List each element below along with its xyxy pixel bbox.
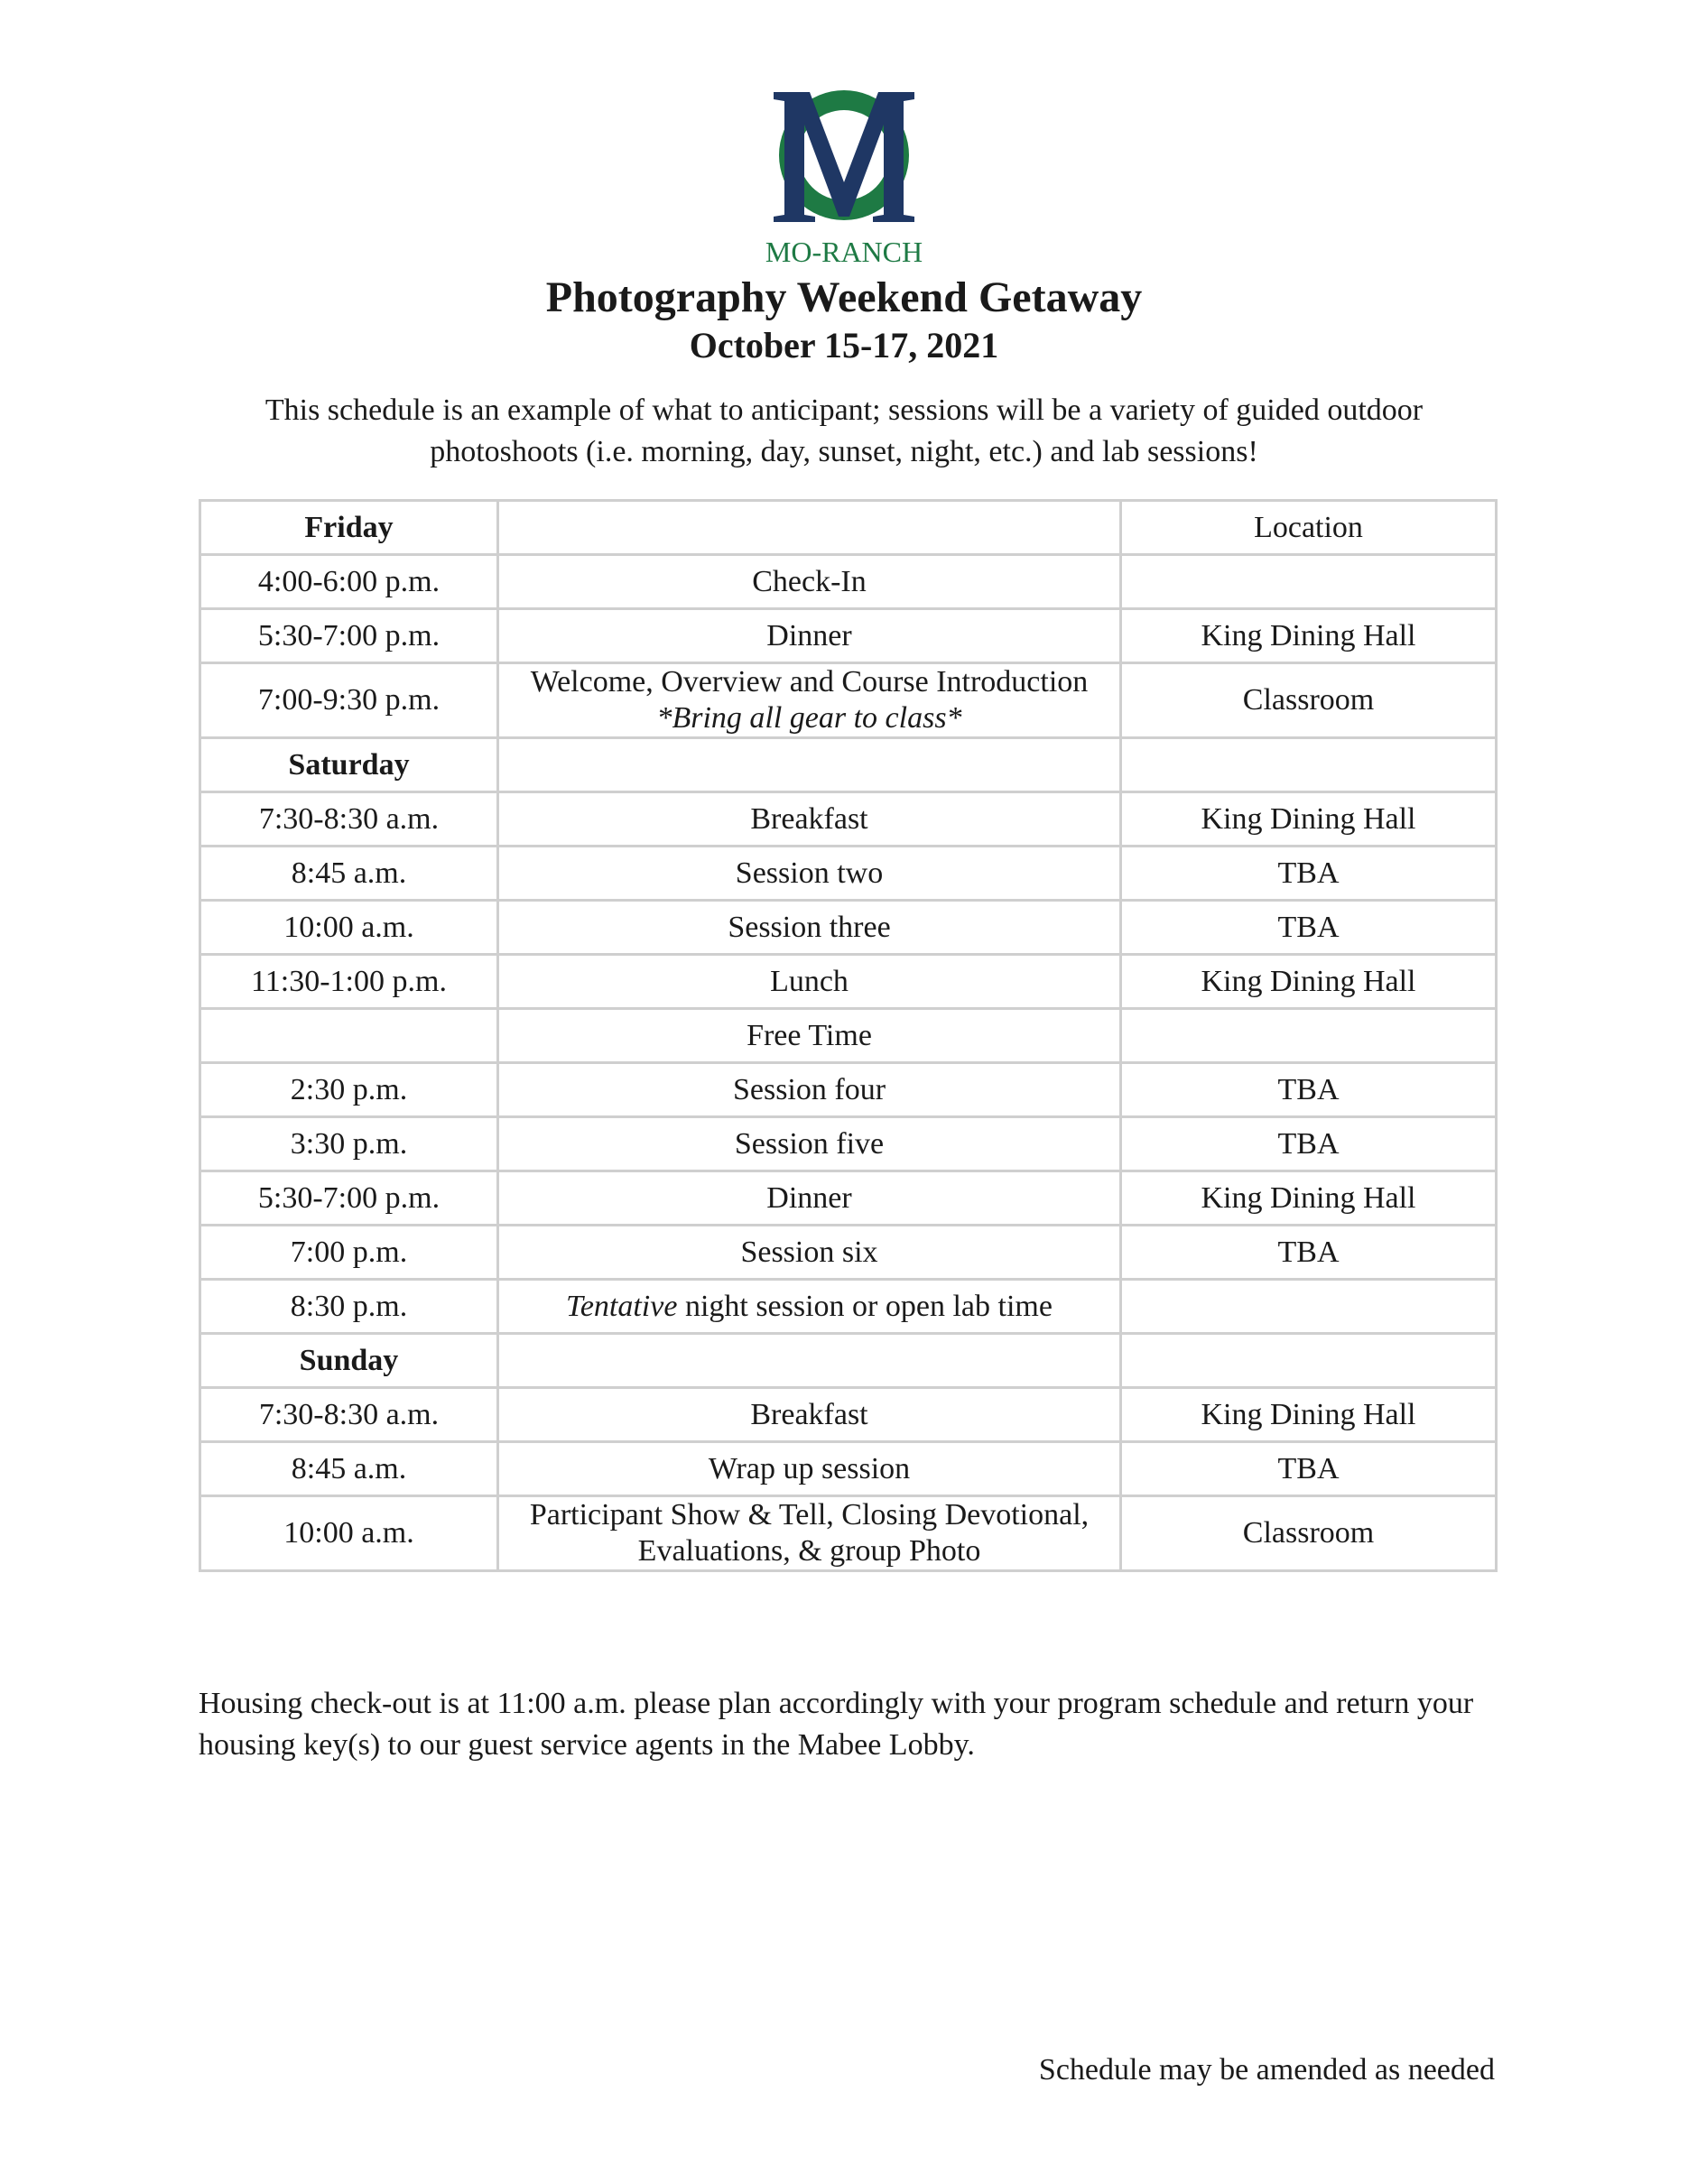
time-cell [200, 1009, 498, 1063]
table-row [200, 901, 1497, 955]
table-row [200, 1280, 1497, 1334]
event-cell: Lunch [498, 955, 1121, 1009]
table-row [200, 738, 1497, 792]
event-cell: Check-In [498, 555, 1121, 609]
table-row [200, 609, 1497, 663]
event-cell: Session three [498, 901, 1121, 955]
location-cell: TBA [1121, 1117, 1497, 1171]
location-cell: Classroom [1121, 1496, 1497, 1571]
time-cell: 7:00-9:30 p.m. [200, 663, 498, 738]
event-cell [498, 1334, 1121, 1388]
time-cell: 8:45 a.m. [200, 1442, 498, 1496]
location-cell: King Dining Hall [1121, 955, 1497, 1009]
location-cell [1121, 1009, 1497, 1063]
amend-note: Schedule may be amended as needed [1038, 2053, 1495, 2087]
event-cell [498, 1280, 1121, 1334]
table-row [200, 847, 1497, 901]
table-row [200, 1171, 1497, 1226]
time-cell: 2:30 p.m. [200, 1063, 498, 1117]
event-date: October 15-17, 2021 [689, 325, 999, 366]
table-row [200, 792, 1497, 847]
time-cell: 5:30-7:00 p.m. [200, 609, 498, 663]
table-row [200, 1226, 1497, 1280]
table-row [200, 1117, 1497, 1171]
location-cell: TBA [1121, 1226, 1497, 1280]
table-row [200, 1334, 1497, 1388]
time-cell: 8:30 p.m. [200, 1280, 498, 1334]
location-cell: TBA [1121, 847, 1497, 901]
event-cell: Session six [498, 1226, 1121, 1280]
time-cell: 8:45 a.m. [200, 847, 498, 901]
table-row [200, 663, 1497, 738]
schedule-table [199, 499, 1498, 1572]
event-cell [498, 1496, 1121, 1571]
location-cell: TBA [1121, 901, 1497, 955]
location-cell [1121, 555, 1497, 609]
table-row [200, 1496, 1497, 1571]
event-cell: Breakfast [498, 792, 1121, 847]
checkout-note: Housing check-out is at 11:00 a.m. please plan accordingly with your program schedule and return your housing key(s) to our guest service agents in the Mabee Lobby. [199, 1687, 1474, 1762]
event-cell: Session five [498, 1117, 1121, 1171]
table-row [200, 501, 1497, 555]
location-cell: King Dining Hall [1121, 1388, 1497, 1442]
location-cell: King Dining Hall [1121, 1171, 1497, 1226]
location-cell: King Dining Hall [1121, 792, 1497, 847]
event-cell: Dinner [498, 609, 1121, 663]
intro-paragraph: This schedule is an example of what to anticipant; sessions will be a variety of guided outdoor photoshoots (i.e. morning, day, sunset, night, etc.) and lab sessions! [264, 393, 1424, 468]
event-cell [498, 738, 1121, 792]
time-cell: 7:00 p.m. [200, 1226, 498, 1280]
time-cell: 11:30-1:00 p.m. [200, 955, 498, 1009]
location-cell [1121, 738, 1497, 792]
mo-ranch-logo-mark [754, 81, 934, 271]
time-cell: 7:30-8:30 a.m. [200, 792, 498, 847]
event-note: *Bring all gear to class* [656, 701, 962, 735]
event-cell: Session four [498, 1063, 1121, 1117]
day-heading: Saturday [200, 738, 498, 792]
time-cell: 10:00 a.m. [200, 901, 498, 955]
time-cell: 3:30 p.m. [200, 1117, 498, 1171]
day-heading: Sunday [200, 1334, 498, 1388]
tentative-label: Tentative [566, 1289, 678, 1323]
event-text: Welcome, Overview and Course Introduction [530, 665, 1089, 699]
location-cell: TBA [1121, 1063, 1497, 1117]
table-row [200, 955, 1497, 1009]
location-cell [1121, 1280, 1497, 1334]
location-cell: King Dining Hall [1121, 609, 1497, 663]
table-row [200, 1442, 1497, 1496]
page-title: Photography Weekend Getaway [545, 273, 1143, 321]
day-heading: Friday [200, 501, 498, 555]
time-cell: 5:30-7:00 p.m. [200, 1171, 498, 1226]
event-cell [498, 663, 1121, 738]
location-header: Location [1121, 501, 1497, 555]
table-row [200, 555, 1497, 609]
mo-ranch-logo [754, 81, 934, 271]
logo-wordmark: MO-RANCH [765, 236, 923, 268]
event-cell: Breakfast [498, 1388, 1121, 1442]
location-cell: TBA [1121, 1442, 1497, 1496]
table-row [200, 1009, 1497, 1063]
event-text-line2: Evaluations, & group Photo [637, 1534, 981, 1568]
event-cell: Free Time [498, 1009, 1121, 1063]
event-cell [498, 501, 1121, 555]
time-cell: 4:00-6:00 p.m. [200, 555, 498, 609]
event-cell: Wrap up session [498, 1442, 1121, 1496]
event-text: Participant Show & Tell, Closing Devotional, [529, 1498, 1090, 1532]
table-row [200, 1063, 1497, 1117]
time-cell: 7:30-8:30 a.m. [200, 1388, 498, 1442]
time-cell: 10:00 a.m. [200, 1496, 498, 1571]
event-cell: Session two [498, 847, 1121, 901]
table-row [200, 1388, 1497, 1442]
location-cell [1121, 1334, 1497, 1388]
location-cell: Classroom [1121, 663, 1497, 738]
event-cell: Dinner [498, 1171, 1121, 1226]
event-text: night session or open lab time [677, 1289, 1053, 1323]
